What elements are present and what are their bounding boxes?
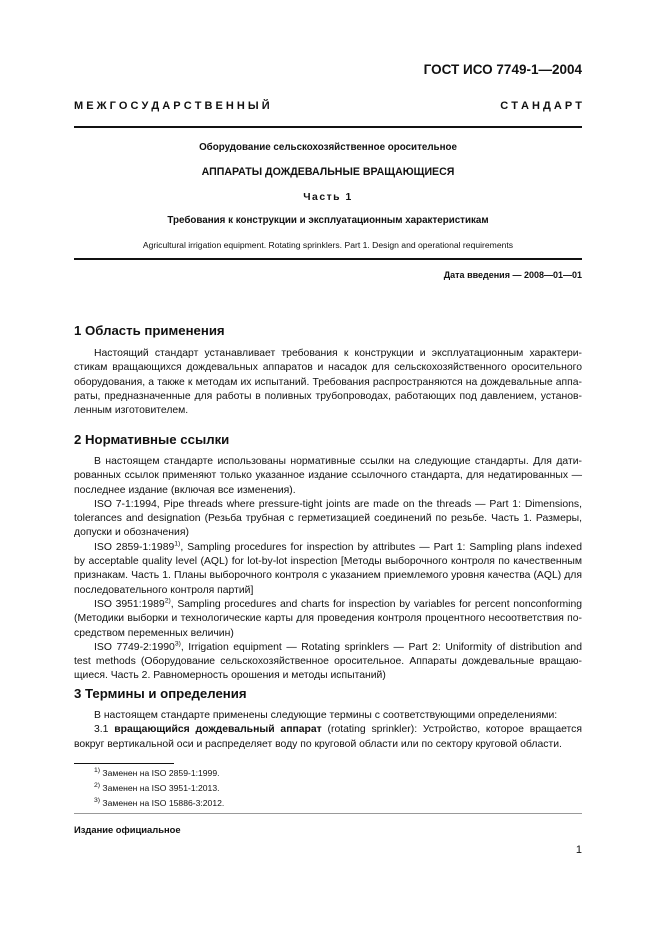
s1-line: оборудования, а также к методам их испытаний. Требования распространяются на дождевальные аппа- <box>74 376 582 388</box>
reference-line: tolerances and designation (Резьба трубная с герметизацией соединений по резьбе. Часть 1. Размеры, <box>74 513 582 525</box>
section-2-body <box>74 455 582 684</box>
title-rule <box>74 258 582 260</box>
reference-line: test methods (Оборудование сельскохозяйственное оросительное. Аппараты дождевальные вращаю- <box>74 656 582 668</box>
footnote-marker: 3) <box>174 640 181 648</box>
s2-intro-line: последнее издание (включая все изменения). <box>74 484 296 496</box>
reference-line: by acceptable quality level (AQL) for lot-by-lot inspection [Методы выборочного контроля по качественным <box>74 556 582 568</box>
reference-iso-3951 <box>74 598 582 612</box>
footnote-marker: 1) <box>174 540 181 548</box>
reference-iso-7-1: ISO 7-1:1994, Pipe threads where pressure-tight joints are made on the threads — Part 1: Dimensions, <box>94 498 582 510</box>
reference-code: ISO 2859-1:1989 <box>94 541 175 553</box>
section-1-heading: 1 Область применения <box>74 323 225 338</box>
footnote-marker: 2) <box>164 597 171 605</box>
reference-line: щиеся. Часть 2. Равномерность орошения и методы испытаний) <box>74 670 386 682</box>
banner-right: С Т А Н Д А Р Т <box>500 100 582 112</box>
reference-line: средством переменных величин) <box>74 627 234 639</box>
footnote-text: Заменен на ISO 3951-1:2013. <box>100 783 220 793</box>
section-2-heading: 2 Нормативные ссылки <box>74 432 230 447</box>
section-3-body <box>74 709 582 752</box>
s1-line: Настоящий стандарт устанавливает требования к конструкции и эксплуатационным характери- <box>94 348 582 359</box>
term-definition-cont: вокруг вертикальной оси и распределяет воду по круговой области или по сектору круговой области. <box>74 738 562 750</box>
introduction-date: Дата введения — 2008—01—01 <box>443 270 582 280</box>
reference-title: , Sampling procedures and charts for inspection by variables for percent nonconforming <box>170 598 582 610</box>
title-part: Часть 1 <box>303 192 353 203</box>
s1-line: ленным изготовителем. <box>74 405 189 417</box>
reference-line: (Методики выборки и технологические карты для проведения контроля процентного несоответствия по- <box>74 613 582 625</box>
footnote-2 <box>74 782 220 795</box>
footnote-mark: 1) <box>94 767 101 775</box>
term-definition: (rotating sprinkler): Устройство, которое вращается <box>321 724 583 736</box>
reference-iso-7749-2 <box>74 641 582 655</box>
s3-intro: В настоящем стандарте применены следующие термины с соответствующими определениями: <box>94 710 558 721</box>
document-code: ГОСТ ИСО 7749-1—2004 <box>423 62 582 77</box>
reference-title: , Sampling procedures for inspection by attributes — Part 1: Sampling plans indexed <box>180 541 582 553</box>
reference-iso-2859-1 <box>74 541 582 555</box>
title-subtitle: Требования к конструкции и эксплуатационным характеристикам <box>167 215 489 226</box>
footnote-3 <box>74 797 224 810</box>
footnote-mark: 3) <box>94 797 101 805</box>
reference-code: ISO 3951:1989 <box>94 598 165 610</box>
title-category: Оборудование сельскохозяйственное оросительное <box>199 142 457 153</box>
s1-line: раты, предназначенные для работы в поливных трубопроводах, работающих под давлением, установ- <box>74 390 582 402</box>
page-number: 1 <box>575 844 582 856</box>
footnote-mark: 2) <box>94 782 101 790</box>
section-3-heading: 3 Термины и определения <box>74 686 247 701</box>
term-name: вращающийся дождевальный аппарат <box>114 724 322 736</box>
footnote-1 <box>74 767 220 780</box>
footnote-text: Заменен на ISO 2859-1:1999. <box>100 768 220 778</box>
interstate-standard-banner <box>74 100 582 112</box>
term-number: 3.1 <box>94 724 109 736</box>
header-rule <box>74 126 582 128</box>
reference-line: последовательного контроля партий] <box>74 584 254 596</box>
footnote-text: Заменен на ISO 15886-3:2012. <box>100 798 225 808</box>
footer-rule <box>74 813 582 814</box>
s2-intro-line: рованных ссылок применяют только указанное издание ссылочного стандарта, для недатированных — <box>74 470 582 482</box>
section-1-body <box>74 347 582 418</box>
s1-line: стикам вращающихся дождевальных аппаратов и насадок для сельскохозяйственного оросительного <box>74 362 582 374</box>
banner-left: М Е Ж Г О С У Д А Р С Т В Е Н Н Ы Й <box>74 100 270 112</box>
title-english: Agricultural irrigation equipment. Rotating sprinklers. Part 1. Design and operational requirements <box>142 240 514 250</box>
s2-intro-line: В настоящем стандарте использованы нормативные ссылки на следующие стандарты. Для дати- <box>94 456 582 467</box>
footnote-rule <box>74 763 174 764</box>
reference-title: , Irrigation equipment — Rotating sprinklers — Part 2: Uniformity of distribution and <box>180 641 582 653</box>
official-edition-label: Издание официальное <box>74 824 181 835</box>
reference-line: допуски и обозначения) <box>74 527 189 539</box>
term-3-1 <box>74 723 582 737</box>
reference-code: ISO 7749-2:1990 <box>94 641 175 653</box>
reference-line: признакам. Часть 1. Планы выборочного контроля с указанием приемлемого уровня качества (AQL) для <box>74 570 582 582</box>
title-main: АППАРАТЫ ДОЖДЕВАЛЬНЫЕ ВРАЩАЮЩИЕСЯ <box>201 166 455 178</box>
